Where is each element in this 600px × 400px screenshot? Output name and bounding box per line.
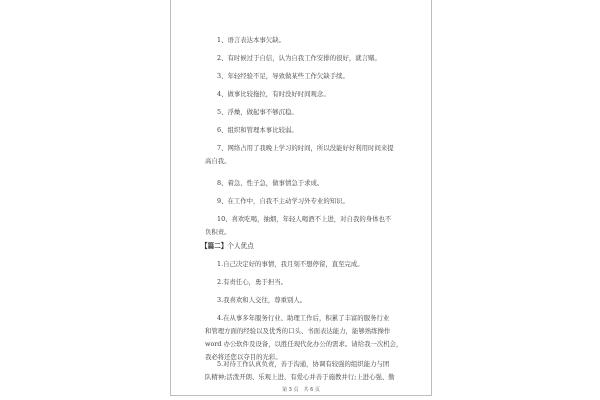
list-item-line: 10、喜欢吃喝，抽烟，年轻人喝酒不上进，对自我的身体也不 [217, 215, 392, 223]
list-item-line: 4.在从事多年服务行业、助理工作后，积累了丰富的服务行业 [217, 314, 390, 322]
list-item: 1.自己决定好的事情，我月刻不想停留，直至完成。 [217, 260, 364, 268]
list-item [205, 358, 423, 384]
page-footer: 第 3 页 共 6 页 [282, 387, 320, 393]
list-item: 1、语言表达本事欠缺。 [217, 36, 285, 44]
list-item [205, 142, 423, 168]
list-item: 3、年轻经验不足，导致做某些工作欠缺手续。 [217, 72, 349, 80]
list-item-line: 5.对待工作认真负责，善于沟通，协调有较强的组织能力与团 [217, 360, 390, 368]
list-item: 4、做事比较拖拉，有时没好时间观念。 [217, 90, 330, 98]
list-item-line: 和管理方面的经验以及优秀的口头、书面表达能力，能够熟练操作 [205, 327, 391, 335]
list-item: 6、组织和管理本事比较弱。 [217, 126, 298, 134]
section-heading [201, 240, 254, 253]
list-item-line: word 办公软件及设备，以胜任现代化办公的需求。请给我一次机会， [205, 340, 403, 348]
list-item-line: 7、网络占用了我晚上学习的时间，所以没能好好利用时间来提 [217, 144, 394, 152]
list-item [205, 312, 423, 364]
list-item: 3.我喜欢和人交往，尊重别人。 [217, 296, 307, 304]
list-item: 9、在工作中，自我不主动学习外专业的知识。 [217, 197, 349, 205]
list-item-line: 我必将还您以夺目的光彩。 [205, 353, 282, 361]
list-item-line: 负积责。 [205, 228, 231, 236]
document-page [170, 0, 432, 396]
list-item: 2、有时候过于自信，认为自我工作安排的很好，就言赌。 [217, 54, 381, 62]
list-item-line: 队精神;活泼开朗、乐观上进、有爱心并善于施教并行;上进心强、勤 [205, 373, 395, 381]
list-item [205, 213, 423, 239]
section-bracket: 【篇二】 [201, 242, 228, 250]
list-item-line: 高自我。 [205, 157, 231, 165]
list-item: 2.有责任心，勇于担当。 [217, 278, 288, 286]
list-item: 5、浮燥，做起事不够沉稳。 [217, 108, 298, 116]
section-title: 个人优点 [227, 242, 254, 250]
list-item: 8、着急、性子急，做事情急于求成。 [217, 179, 324, 187]
